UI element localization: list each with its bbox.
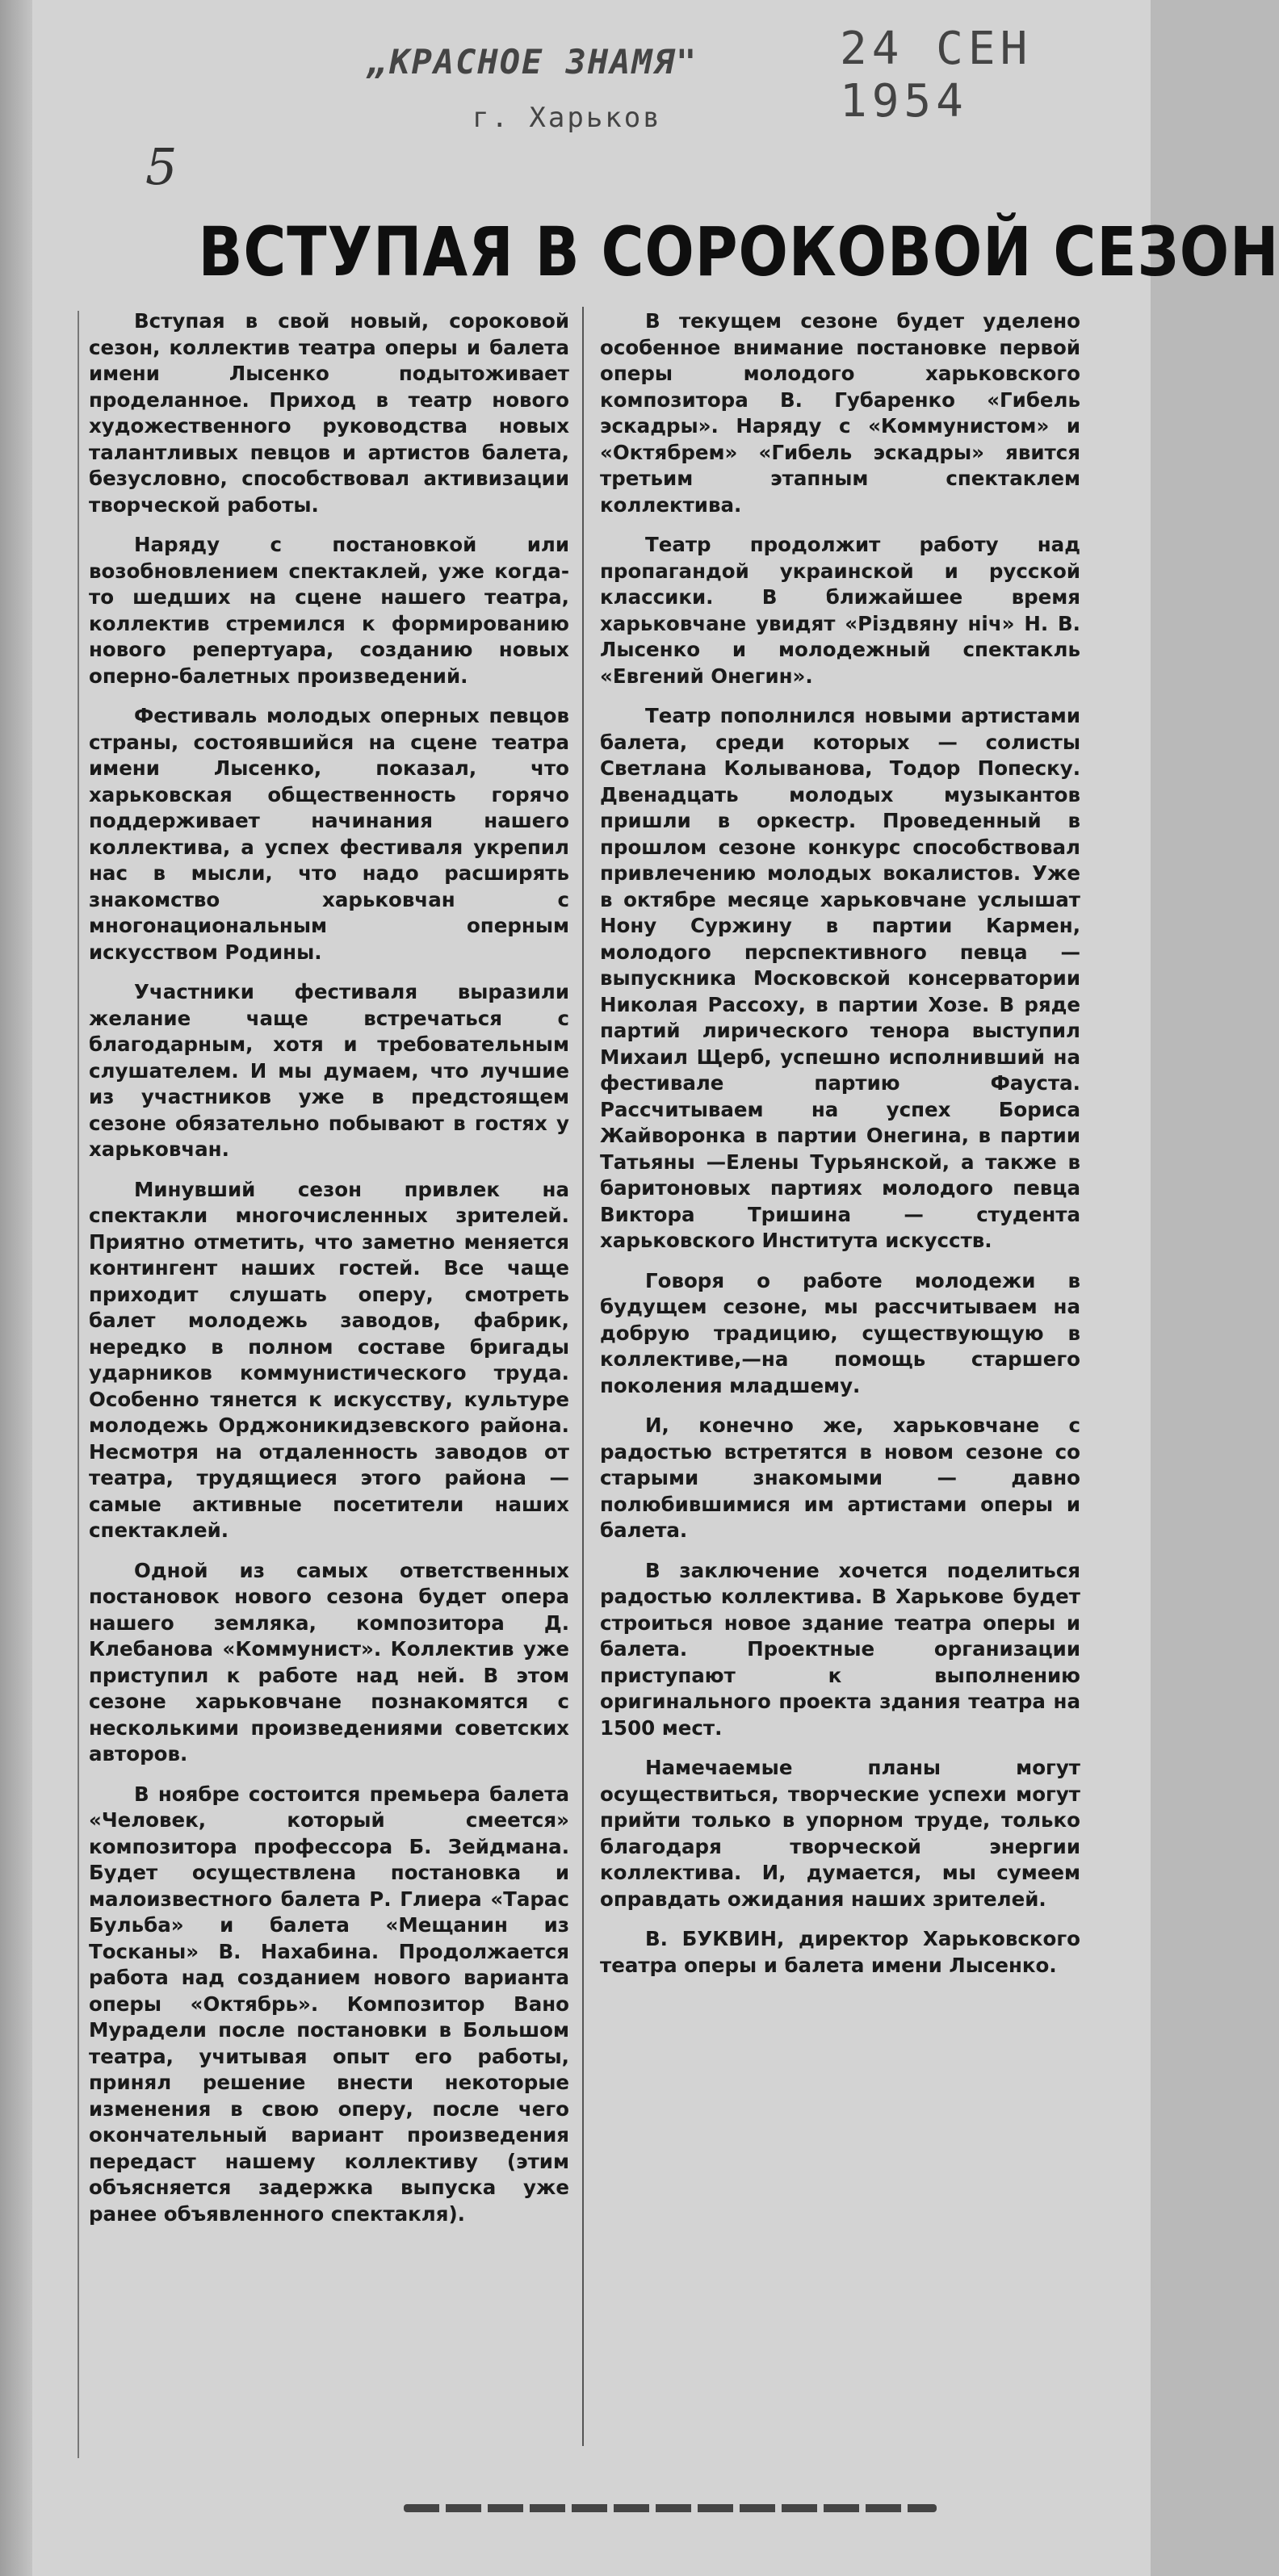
author-signature: В. БУКВИН, директор Харьковского театра оперы и балета имени Лысенко. [600, 1927, 1080, 1977]
paragraph: Участники фестиваля выразили желание чаще встречаться с благодарным, хотя и требовательным слушателем. И мы думаем, что лучшие из участников уже в предстоящем сезоне обязательно побывают в гостях у харьковчан. [89, 980, 569, 1161]
paragraph: В заключение хочется поделиться радостью коллектива. В Харькове будет строиться новое здание театра оперы и балета. Проектные организации приступают к выполнению оригинального проекта здания театра на 1500 мест. [600, 1558, 1080, 1740]
article-column-left [89, 308, 569, 2241]
paragraph: В текущем сезоне будет уделено особенное внимание постановке первой оперы молодого харьковского композитора В. Губаренко «Гибель эскадры». Наряду с «Коммунистом» и «Октябрем» «Гибель эскадры» явится третьим этапным спектаклем коллектива. [600, 309, 1080, 517]
paragraph: Намечаемые планы могут осуществиться, творческие успехи могут прийти только в упорном труде, только благодаря творческой энергии коллектива. И, думается, мы сумеем оправдать ожидания наших зрителей. [600, 1756, 1080, 1911]
paragraph: И, конечно же, харьковчане с радостью встретятся в новом сезоне со старыми знакомыми — давно полюбившимися им артистами оперы и балета. [600, 1414, 1080, 1542]
paragraph: Наряду с постановкой или возобновлением спектаклей, уже когда-то шедших на сцене нашего театра, коллектив стремился к формированию нового репертуара, созданию новых оперно-балетных произведений. [89, 533, 569, 688]
handwritten-page-number: 5 [145, 137, 178, 196]
article-headline: ВСТУПАЯ В СОРОКОВОЙ СЕЗОН [198, 212, 1279, 291]
source-stamp: „КРАСНОЕ ЗНАМЯ" [367, 42, 698, 82]
scan-edge [0, 0, 32, 2576]
paragraph: В ноябре состоится премьера балета «Человек, который смеется» композитора профессора Б. Зейдмана. Будет осуществлена постановка и малоизвестного балета Р. Глиера «Тарас Бульба» и балета «Мещанин из Тосканы» В. Нахабина. Продолжается работа над созданием нового варианта оперы «Октябрь». Композитор Вано Мурадели после постановки в Большом театра, учитывая опыт его работы, принял решение внести некоторые изменения в свою оперу, после чего окончательный вариант произведения передаст нашему коллективу (этим объясняется задержка выпуска уже ранее объявленного спектакля). [89, 1782, 569, 2226]
article-column-right [600, 308, 1080, 1992]
paragraph: Одной из самых ответственных постановок нового сезона будет опера нашего земляка, композитора Д. Клебанова «Коммунист». Коллектив уже приступил к работе над ней. В этом сезоне харьковчане познакомятся с несколькими произведениями советских авторов. [89, 1558, 569, 1766]
left-margin-rule [78, 311, 79, 2458]
newspaper-clipping [32, 0, 1279, 2576]
closing-rule [404, 2504, 937, 2512]
paragraph: Минувший сезон привлек на спектакли многочисленных зрителей. Приятно отметить, что заметно меняется контингент наших гостей. Все чаще приходит слушать оперу, смотреть балет молодежь заводов, фабрик, нередко в полном составе бригады ударников коммунистического труда. Особенно тянется к искусству, культуре молодежь Орджоникидзевского района. Несмотря на отдаленность заводов от театра, трудящиеся этого района — самые активные посетители наших спектаклей. [89, 1177, 569, 1542]
paragraph: Вступая в свой новый, сороковой сезон, коллектив театра оперы и балета имени Лысенко подытоживает проделанное. Приход в театр нового художественного руководства новых талантливых певцов и артистов балета, безусловно, способствовал активизации творческой работы. [89, 309, 569, 517]
paragraph: Театр пополнился новыми артистами балета, среди которых — солисты Светлана Колыванова, Тодор Попеску. Двенадцать молодых музыкантов пришли в оркестр. Проведенный в прошлом сезоне конкурс способствовал привлечению молодых вокалистов. Уже в октябре месяце харьковчане услышат Нону Суржину в партии Кармен, молодого перспективного певца — выпускника Московской консерватории Николая Рассоху, в партии Хозе. В ряде партий лирического тенора выступил Михаил Щерб, успешно исполнивший на фестивале партию Фауста. Рассчитываем на успех Бориса Жайворонка в партии Онегина, в партии Татьяны —Елены Турьянской, а также в баритоновых партиях молодого певца Виктора Тришина — студента харьковского Института искусств. [600, 704, 1080, 1252]
paragraph: Театр продолжит работу над пропагандой украинской и русской классики. В ближайшее время харьковчане увидят «Різдвяну ніч» Н. В. Лысенко и молодежный спектакль «Евгений Онегин». [600, 533, 1080, 688]
paragraph: Фестиваль молодых оперных певцов страны, состоявшийся на сцене театра имени Лысенко, показал, что харьковская общественность горячо поддерживает начинания нашего коллектива, а успех фестиваля укрепил нас в мысли, что надо расширять знакомство харьковчан с многонациональным оперным искусством Родины. [89, 704, 569, 964]
column-divider [582, 307, 584, 2446]
date-stamp: 24 СЕН 1954 [840, 23, 1033, 128]
city-stamp: г. Харьков [472, 102, 662, 134]
paragraph: Говоря о работе молодежи в будущем сезоне, мы рассчитываем на добрую традицию, существующую в коллективе,—на помощь старшего поколения младшему. [600, 1268, 1080, 1397]
